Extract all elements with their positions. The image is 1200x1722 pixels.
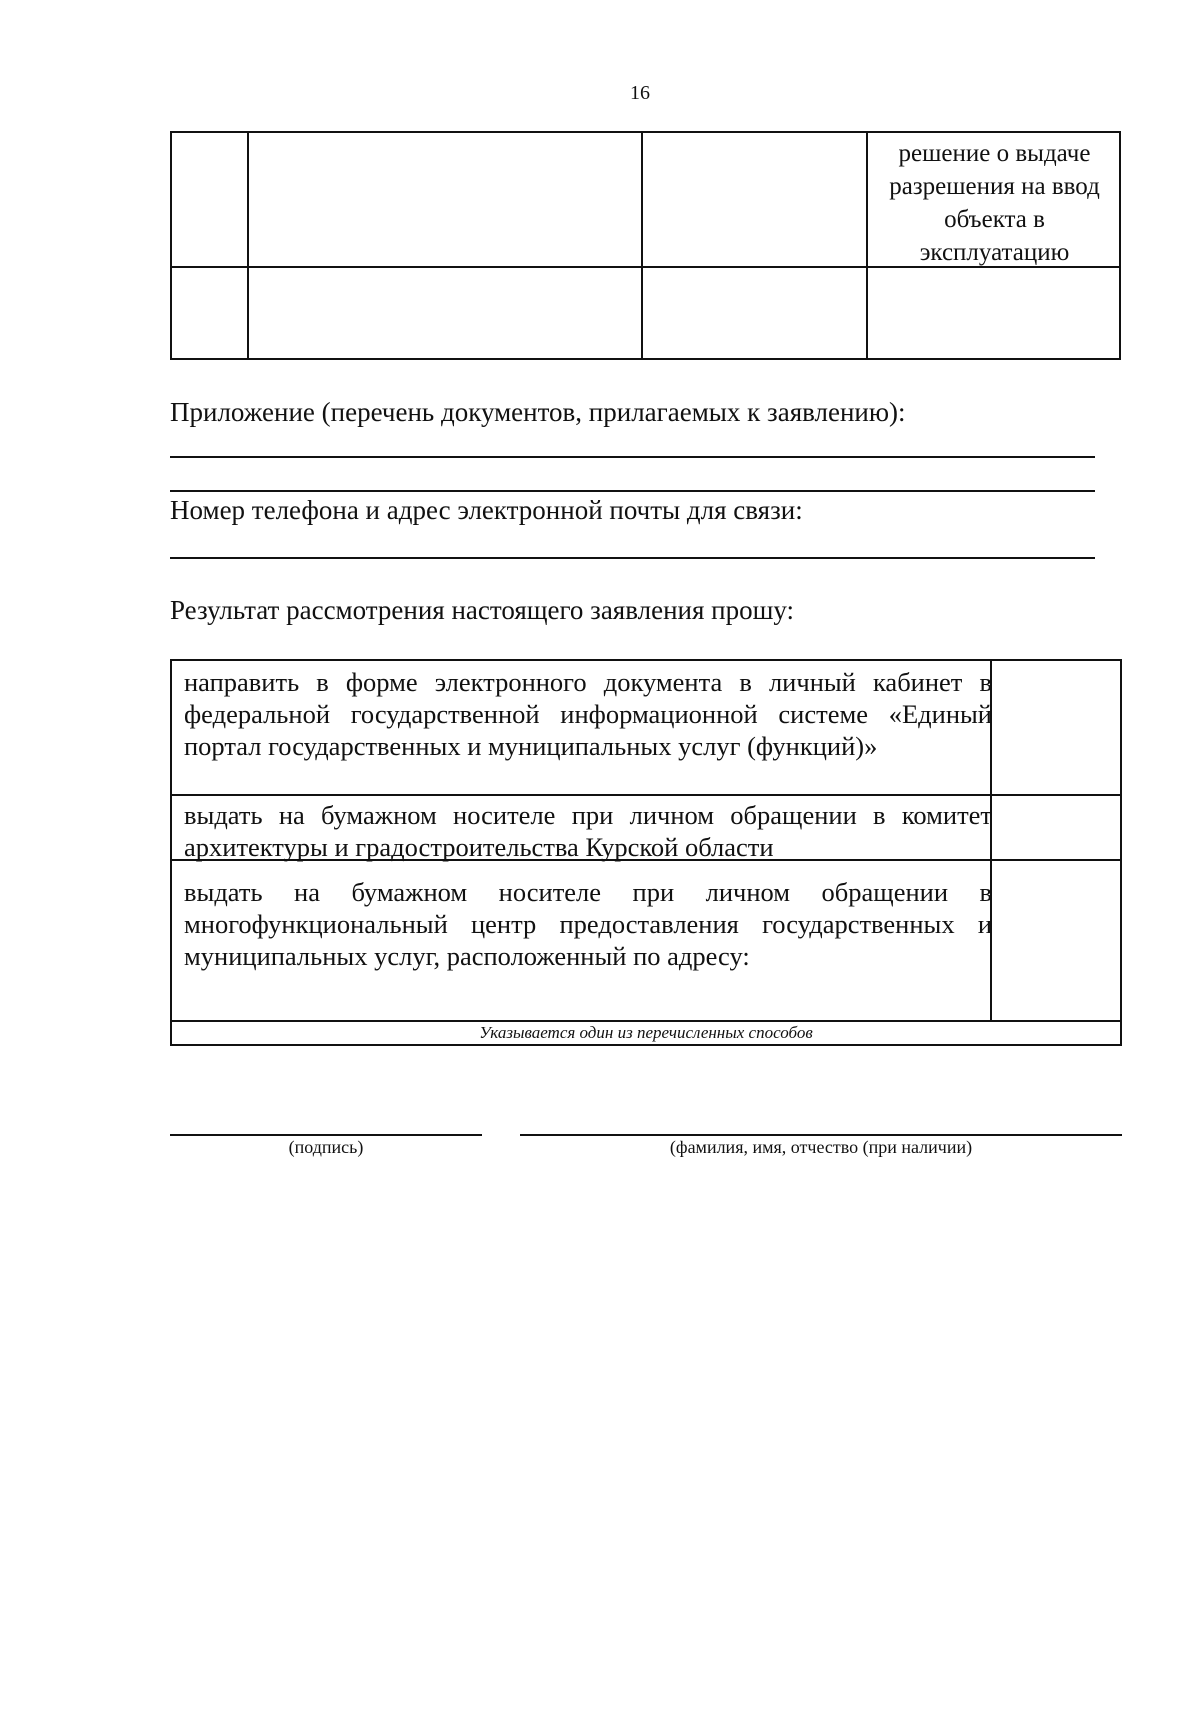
result-label: Результат рассмотрения настоящего заявления прошу: [170,595,795,625]
signature-caption: (подпись) [288,1137,364,1157]
option-mfc-checkbox-cell[interactable] [992,861,1120,1020]
signature-line[interactable] [170,1134,482,1136]
attachments-blank-line-2[interactable] [170,490,1095,492]
option-committee-checkbox-cell[interactable] [992,796,1120,859]
permit-decision-cell: решение о выдаче разрешения на ввод объекта в эксплуатацию [889,140,1100,266]
page-number: 16 [630,82,650,104]
option-epgu-checkbox-cell[interactable] [992,661,1120,794]
contacts-blank-line[interactable] [170,557,1095,559]
continuation-table [170,131,1121,360]
method-note: Указывается один из перечисленных способов [479,1023,813,1042]
option-mfc-text: выдать на бумажном носителе при личном обращении в многофункциональный центр предоставления государственных и муниципальных услуг, расположенный по адресу: [184,877,992,971]
attachments-blank-line-1[interactable] [170,456,1095,458]
option-epgu-text: направить в форме электронного документа в личный кабинет в федеральной государственной информационной системе «Единый портал государственных и муниципальных услуг (функций)» [184,667,992,761]
full-name-line[interactable] [520,1134,1122,1136]
attachments-label: Приложение (перечень документов, прилагаемых к заявлению): [170,397,906,427]
full-name-caption: (фамилия, имя, отчество (при наличии) [669,1137,973,1157]
table-row-divider [172,794,1120,796]
table-column-divider [641,133,643,358]
option-committee-text: выдать на бумажном носителе при личном обращении в комитет архитектуры и градостроительства Курской области [184,800,992,862]
table-column-divider [247,133,249,358]
contacts-label: Номер телефона и адрес электронной почты для связи: [170,495,803,525]
delivery-method-table [170,659,1122,1046]
